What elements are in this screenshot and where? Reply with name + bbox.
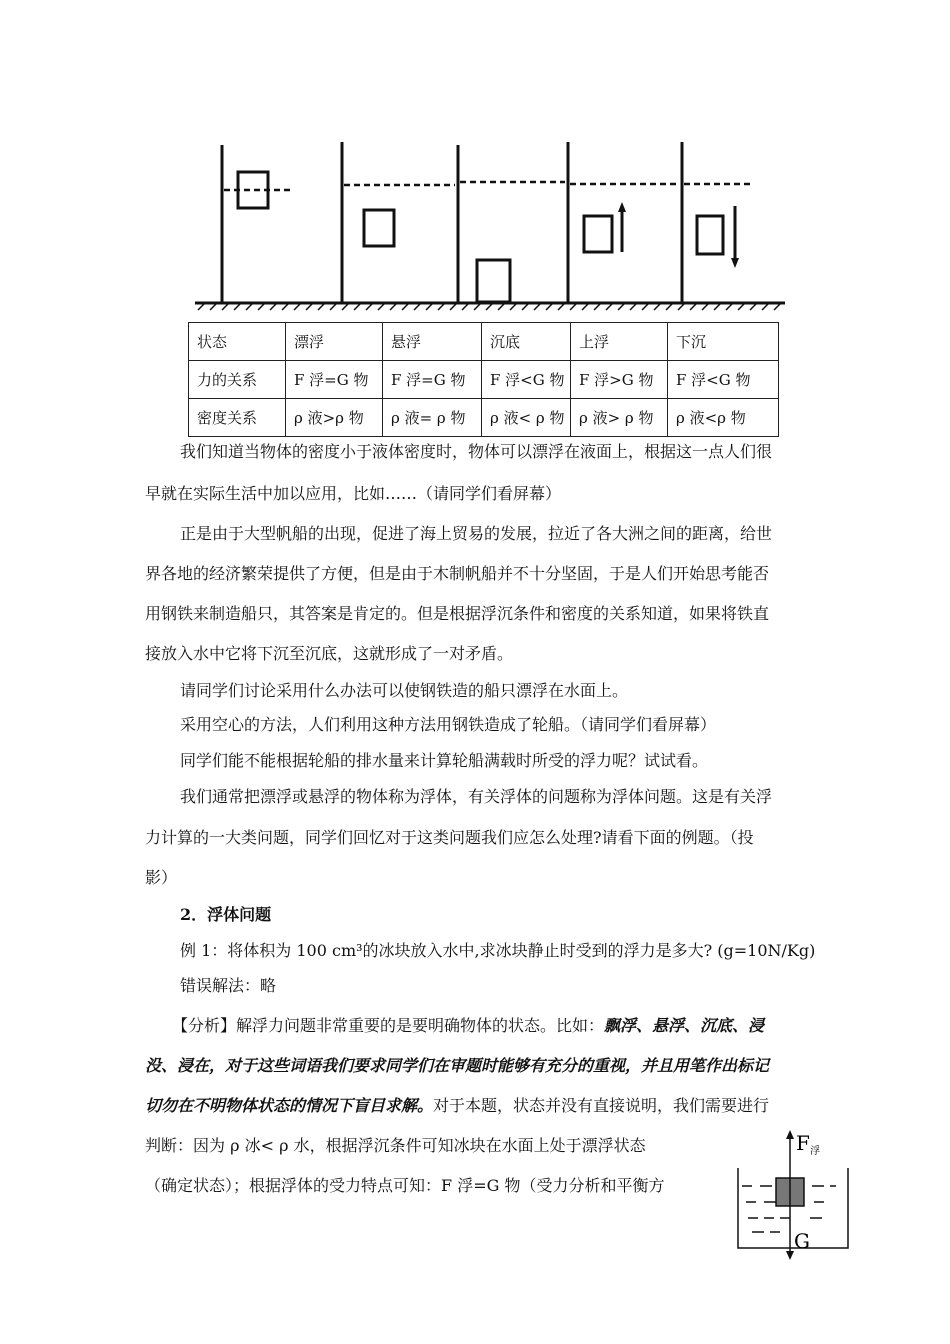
analysis-emphasis: 切勿在不明物体状态的情况下盲目求解。 <box>145 1096 434 1115</box>
buoyancy-states-diagram <box>190 140 790 320</box>
table-cell: 漂浮 <box>286 323 383 361</box>
table-cell: 上浮 <box>571 323 668 361</box>
analysis-line <box>172 1016 764 1036</box>
table-cell: 下沉 <box>668 323 779 361</box>
table-cell: 沉底 <box>482 323 571 361</box>
table-cell: ρ 液= ρ 物 <box>383 399 482 437</box>
buoyant-force-subscript: 浮 <box>810 1146 820 1157</box>
paragraph-line: 界各地的经济繁荣提供了方便，但是由于木制帆船并不十分坚固，于是人们开始思考能否 <box>145 564 770 583</box>
paragraph-line: 力计算的一大类问题，同学们回忆对于这类问题我们应怎么处理?请看下面的例题。（投 <box>145 828 754 847</box>
table-cell: ρ 液>ρ 物 <box>286 399 383 437</box>
paragraph-line: （确定状态）；根据浮体的受力特点可知：F 浮=G 物（受力分析和平衡方 <box>145 1176 665 1195</box>
table-cell: F 浮=G 物 <box>383 361 482 399</box>
paragraph-line: 同学们能不能根据轮船的排水量来计算轮船满载时所受的浮力呢？试试看。 <box>180 751 709 770</box>
table-cell: 密度关系 <box>189 399 286 437</box>
table-cell: ρ 液> ρ 物 <box>571 399 668 437</box>
paragraph-line: 我们知道当物体的密度小于液体密度时，物体可以漂浮在液面上，根据这一点人们很 <box>180 442 773 461</box>
analysis-emphasis: 飘浮、悬浮、沉底、浸 <box>604 1016 765 1035</box>
table-cell: ρ 液< ρ 物 <box>482 399 571 437</box>
table-cell: F 浮=G 物 <box>286 361 383 399</box>
table-cell: F 浮<G 物 <box>668 361 779 399</box>
table-cell: 状态 <box>189 323 286 361</box>
paragraph-line: 判断：因为 ρ 冰< ρ 水，根据浮沉条件可知冰块在水面上处于漂浮状态 <box>145 1136 646 1155</box>
states-table <box>188 322 779 437</box>
table-cell: F 浮<G 物 <box>482 361 571 399</box>
paragraph-line: 接放入水中它将下沉至沉底，这就形成了一对矛盾。 <box>145 644 514 663</box>
table-cell: ρ 液<ρ 物 <box>668 399 779 437</box>
analysis-line <box>145 1096 769 1116</box>
buoyant-force-label: F <box>796 1131 810 1155</box>
paragraph-line: 影） <box>145 868 178 887</box>
analysis-text: 对于本题，状态并没有直接说明，我们需要进行 <box>433 1096 770 1115</box>
paragraph-line: 请同学们讨论采用什么办法可以使钢铁造的船只漂浮在水面上。 <box>180 681 629 700</box>
paragraph-line: 错误解法：略 <box>180 976 277 995</box>
table-row <box>189 399 779 437</box>
paragraph-line: 我们通常把漂浮或悬浮的物体称为浮体，有关浮体的问题称为浮体问题。这是有关浮 <box>180 787 773 806</box>
paragraph-line: 早就在实际生活中加以应用，比如……（请同学们看屏幕） <box>145 484 562 503</box>
gravity-label: G <box>794 1229 810 1253</box>
paragraph-line: 正是由于大型帆船的出现，促进了海上贸易的发展，拉近了各大洲之间的距离，给世 <box>180 524 773 543</box>
section-heading: 2．浮体问题 <box>180 905 272 924</box>
table-cell: 力的关系 <box>189 361 286 399</box>
table-cell: 悬浮 <box>383 323 482 361</box>
analysis-text: 【分析】解浮力问题非常重要的是要明确物体的状态。比如： <box>172 1016 605 1035</box>
force-diagram <box>730 1130 860 1260</box>
paragraph-line: 用钢铁来制造船只，其答案是肯定的。但是根据浮沉条件和密度的关系知道，如果将铁直 <box>145 604 770 623</box>
example-question: 例 1：将体积为 100 cm³的冰块放入水中,求冰块静止时受到的浮力是多大? (g=10N/Kg) <box>180 941 816 960</box>
paragraph-line: 采用空心的方法，人们利用这种方法用钢铁造成了轮船。（请同学们看屏幕） <box>180 715 717 734</box>
analysis-emphasis-line: 没、浸在，对于这些词语我们要求同学们在审题时能够有充分的重视，并且用笔作出标记 <box>145 1056 770 1075</box>
table-row <box>189 323 779 361</box>
table-cell: F 浮>G 物 <box>571 361 668 399</box>
table-row <box>189 361 779 399</box>
